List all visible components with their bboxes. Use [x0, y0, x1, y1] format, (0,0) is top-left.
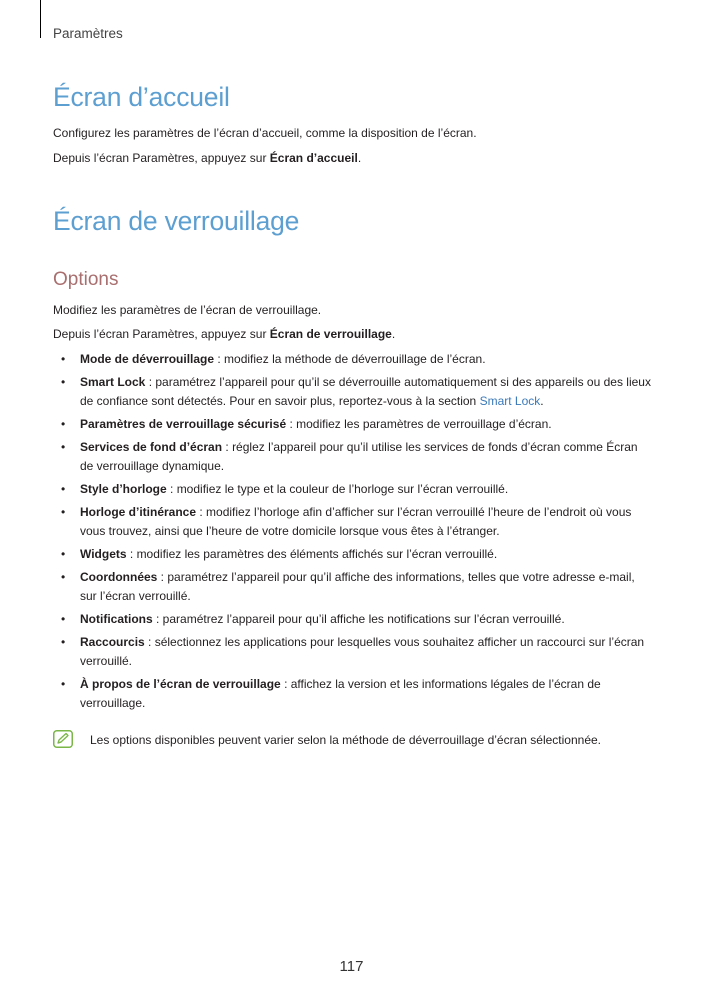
- option-item: [53, 438, 653, 476]
- option-term: Style d’horloge: [80, 482, 167, 496]
- bullet: •: [61, 612, 66, 626]
- verrouillage-intro: Modifiez les paramètres de l’écran de verrouillage.: [53, 303, 322, 317]
- option-term: Smart Lock: [80, 375, 146, 389]
- option-desc: : modifiez la méthode de déverrouillage de l’écran.: [214, 352, 486, 366]
- option-term: Coordonnées: [80, 570, 158, 584]
- option-term: Paramètres de verrouillage sécurisé: [80, 417, 287, 431]
- option-item: [53, 480, 653, 499]
- option-desc: : affichez la version et les informations légales de l’écran de verrouillage.: [80, 677, 601, 710]
- running-header: Paramètres: [53, 26, 123, 41]
- option-desc-end: .: [540, 394, 544, 408]
- option-desc: : modifiez le type et la couleur de l’horloge sur l’écran verrouillé.: [166, 482, 509, 496]
- bullet: •: [61, 570, 66, 584]
- option-item: [53, 415, 653, 434]
- smart-lock-link[interactable]: Smart Lock: [479, 394, 541, 408]
- option-desc: : sélectionnez les applications pour lesquelles vous souhaitez afficher un raccourci sur l’écran verrouillé.: [80, 635, 645, 668]
- option-item: [53, 568, 653, 606]
- option-desc: : paramétrez l’appareil pour qu’il affiche les notifications sur l’écran verrouillé.: [152, 612, 565, 626]
- option-term: À propos de l’écran de verrouillage: [80, 677, 281, 691]
- bullet: •: [61, 417, 66, 431]
- accueil-intro: Configurez les paramètres de l’écran d’accueil, comme la disposition de l’écran.: [53, 126, 477, 140]
- bullet: •: [61, 677, 66, 691]
- options-list: [53, 350, 653, 717]
- header-rule: [40, 0, 41, 38]
- page-number: 117: [339, 958, 364, 975]
- option-item: [53, 373, 653, 411]
- option-item: [53, 610, 653, 629]
- option-desc: : modifiez les paramètres de verrouillage d’écran.: [286, 417, 552, 431]
- option-desc: : modifiez l’horloge afin d’afficher sur l’écran verrouillé l’heure de l’endroit où vous vous trouvez, ainsi que l’heure de votre domicile lorsque vous êtes à l’étranger.: [80, 505, 632, 538]
- option-desc: : réglez l’appareil pour qu’il utilise les services de fonds d’écran comme Écran de verrouillage dynamique.: [80, 440, 638, 473]
- option-term: Services de fond d’écran: [80, 440, 223, 454]
- bullet: •: [61, 440, 66, 454]
- bullet: •: [61, 547, 66, 561]
- verrouillage-path: Depuis l’écran Paramètres, appuyez sur Écran de verrouillage.: [53, 327, 396, 341]
- option-term: Mode de déverrouillage: [80, 352, 215, 366]
- bullet: •: [61, 505, 66, 519]
- option-term: Raccourcis: [80, 635, 145, 649]
- option-item: [53, 633, 653, 671]
- option-item: [53, 350, 653, 369]
- options-subtitle: Options: [53, 269, 119, 290]
- option-item: [53, 545, 653, 564]
- verrouillage-title: Écran de verrouillage: [53, 206, 300, 236]
- option-desc: : paramétrez l’appareil pour qu’il se déverrouille automatiquement si des appareils ou des lieux de confiance sont détectés. Pour en savoir plus, reportez-vous à la section: [80, 375, 651, 408]
- note-pencil-icon: [53, 730, 73, 748]
- bullet: •: [61, 375, 66, 389]
- accueil-path-bold: Écran d’accueil: [269, 151, 358, 165]
- bullet: •: [61, 482, 66, 496]
- bullet: •: [61, 635, 66, 649]
- option-term: Notifications: [80, 612, 153, 626]
- option-desc: : paramétrez l’appareil pour qu’il affiche des informations, telles que votre adresse e-mail, sur l’écran verrouillé.: [80, 570, 635, 603]
- note-text: Les options disponibles peuvent varier selon la méthode de déverrouillage d’écran sélectionnée.: [90, 733, 601, 747]
- accueil-path: Depuis l’écran Paramètres, appuyez sur Écran d’accueil.: [53, 151, 362, 165]
- option-item: [53, 503, 653, 541]
- accueil-title: Écran d’accueil: [53, 82, 230, 112]
- verrouillage-path-bold: Écran de verrouillage: [269, 327, 392, 341]
- bullet: •: [61, 352, 66, 366]
- option-item: [53, 675, 653, 713]
- option-term: Widgets: [80, 547, 127, 561]
- option-desc: : modifiez les paramètres des éléments affichés sur l’écran verrouillé.: [126, 547, 498, 561]
- option-term: Horloge d’itinérance: [80, 505, 197, 519]
